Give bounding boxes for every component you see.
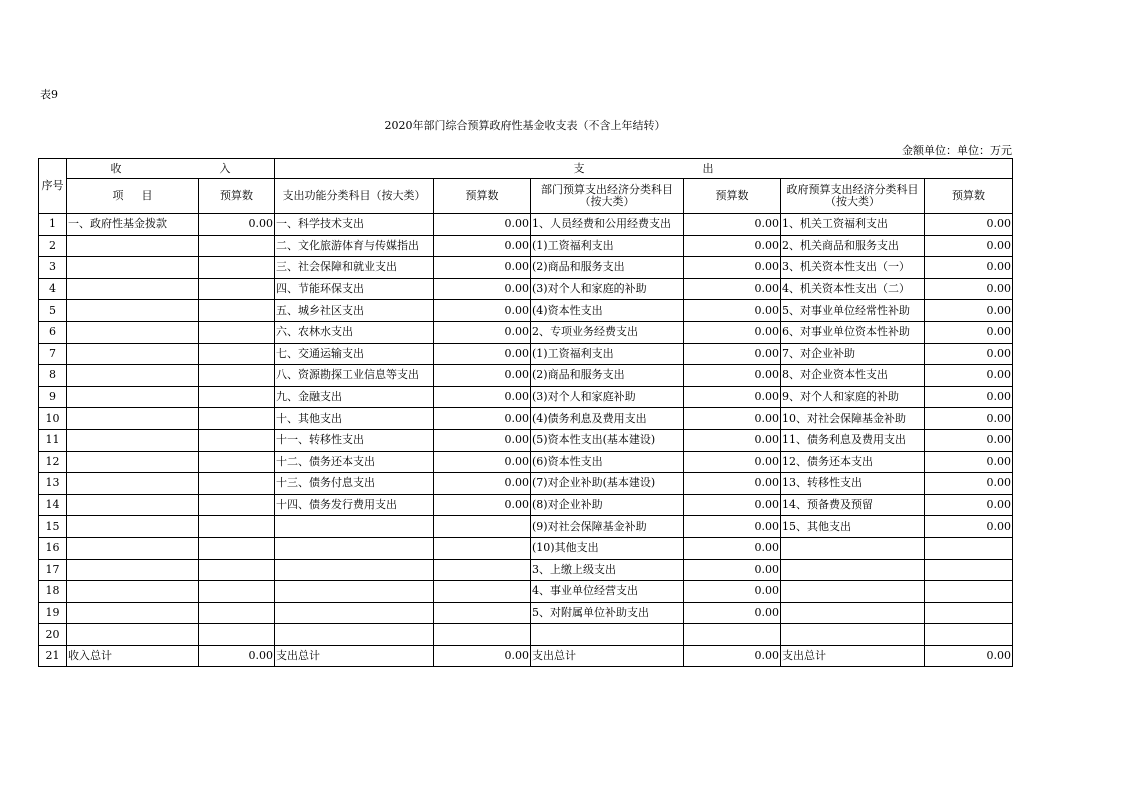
income-amount <box>199 429 275 451</box>
row-seq: 9 <box>39 386 67 408</box>
income-item <box>67 321 199 343</box>
income-amount <box>199 300 275 322</box>
func-amount: 0.00 <box>434 214 531 236</box>
gov-amount: 0.00 <box>925 321 1013 343</box>
func-amount <box>434 581 531 603</box>
income-item <box>67 494 199 516</box>
income-amount: 0.00 <box>199 214 275 236</box>
gov-amount <box>925 624 1013 646</box>
income-item <box>67 559 199 581</box>
income-item <box>67 473 199 495</box>
dept-econ-item: (1)工资福利支出 <box>531 235 684 257</box>
dept-amount: 0.00 <box>684 516 781 538</box>
func-item: 六、农林水支出 <box>275 321 434 343</box>
income-amount <box>199 408 275 430</box>
gov-econ-item: 3、机关资本性支出（一） <box>781 257 925 279</box>
gov-econ-item: 10、对社会保障基金补助 <box>781 408 925 430</box>
dept-amount: 0.00 <box>684 645 781 667</box>
func-amount: 0.00 <box>434 386 531 408</box>
dept-econ-item: (1)工资福利支出 <box>531 343 684 365</box>
income-amount <box>199 235 275 257</box>
income-amount <box>199 451 275 473</box>
gov-amount: 0.00 <box>925 278 1013 300</box>
table-row <box>39 516 1013 538</box>
table-row <box>39 278 1013 300</box>
table-row <box>39 494 1013 516</box>
row-seq: 19 <box>39 602 67 624</box>
income-amount <box>199 473 275 495</box>
income-item <box>67 624 199 646</box>
income-item <box>67 451 199 473</box>
income-amount <box>199 386 275 408</box>
func-amount: 0.00 <box>434 300 531 322</box>
gov-econ-item: 2、机关商品和服务支出 <box>781 235 925 257</box>
table-row <box>39 537 1013 559</box>
table-row <box>39 429 1013 451</box>
dept-econ-item: (7)对企业补助(基本建设) <box>531 473 684 495</box>
gov-amount: 0.00 <box>925 343 1013 365</box>
table-row <box>39 365 1013 387</box>
header-income-budget: 预算数 <box>199 179 275 214</box>
income-item <box>67 300 199 322</box>
table-row <box>39 473 1013 495</box>
row-seq: 5 <box>39 300 67 322</box>
gov-econ-item <box>781 581 925 603</box>
table-row <box>39 214 1013 236</box>
gov-econ-item <box>781 537 925 559</box>
gov-econ-item: 12、债务还本支出 <box>781 451 925 473</box>
gov-econ-item: 1、机关工资福利支出 <box>781 214 925 236</box>
income-item <box>67 386 199 408</box>
dept-econ-item: 2、专项业务经费支出 <box>531 321 684 343</box>
income-item <box>67 516 199 538</box>
header-func-class: 支出功能分类科目（按大类） <box>275 179 434 214</box>
gov-amount: 0.00 <box>925 386 1013 408</box>
dept-econ-item: (10)其他支出 <box>531 537 684 559</box>
income-amount <box>199 602 275 624</box>
gov-amount <box>925 559 1013 581</box>
income-amount <box>199 365 275 387</box>
func-amount: 0.00 <box>434 451 531 473</box>
func-item <box>275 537 434 559</box>
row-seq: 1 <box>39 214 67 236</box>
dept-amount <box>684 624 781 646</box>
dept-econ-item: (9)对社会保障基金补助 <box>531 516 684 538</box>
func-item: 支出总计 <box>275 645 434 667</box>
func-amount <box>434 624 531 646</box>
func-amount: 0.00 <box>434 343 531 365</box>
table-row <box>39 235 1013 257</box>
dept-amount: 0.00 <box>684 537 781 559</box>
income-item <box>67 429 199 451</box>
table-row <box>39 451 1013 473</box>
table-row <box>39 343 1013 365</box>
dept-econ-item: 1、人员经费和公用经费支出 <box>531 214 684 236</box>
income-amount: 0.00 <box>199 645 275 667</box>
row-seq: 13 <box>39 473 67 495</box>
header-income-group-label: 收 入 <box>110 161 231 175</box>
table-row <box>39 408 1013 430</box>
gov-amount <box>925 581 1013 603</box>
func-amount: 0.00 <box>434 235 531 257</box>
func-amount: 0.00 <box>434 365 531 387</box>
func-item: 十二、债务还本支出 <box>275 451 434 473</box>
row-seq: 20 <box>39 624 67 646</box>
row-seq: 2 <box>39 235 67 257</box>
gov-econ-item: 11、债务利息及费用支出 <box>781 429 925 451</box>
row-seq: 3 <box>39 257 67 279</box>
dept-econ-item: (2)商品和服务支出 <box>531 365 684 387</box>
page-title: 2020年部门综合预算政府性基金收支表（不含上年结转） <box>384 119 666 132</box>
dept-amount: 0.00 <box>684 235 781 257</box>
income-amount <box>199 537 275 559</box>
func-item <box>275 602 434 624</box>
dept-amount: 0.00 <box>684 602 781 624</box>
gov-econ-item: 5、对事业单位经常性补助 <box>781 300 925 322</box>
income-amount <box>199 624 275 646</box>
dept-amount: 0.00 <box>684 386 781 408</box>
dept-amount: 0.00 <box>684 257 781 279</box>
gov-econ-item: 4、机关资本性支出（二） <box>781 278 925 300</box>
income-amount <box>199 581 275 603</box>
func-amount: 0.00 <box>434 278 531 300</box>
row-seq: 4 <box>39 278 67 300</box>
budget-table <box>38 158 1013 667</box>
func-amount <box>434 559 531 581</box>
dept-amount: 0.00 <box>684 494 781 516</box>
header-dept-budget: 预算数 <box>684 179 781 214</box>
func-item: 五、城乡社区支出 <box>275 300 434 322</box>
table-row <box>39 624 1013 646</box>
dept-econ-item: (2)商品和服务支出 <box>531 257 684 279</box>
func-item: 三、社会保障和就业支出 <box>275 257 434 279</box>
row-seq: 10 <box>39 408 67 430</box>
dept-amount: 0.00 <box>684 581 781 603</box>
row-seq: 18 <box>39 581 67 603</box>
header-income-group <box>67 159 275 179</box>
income-item <box>67 602 199 624</box>
gov-econ-item: 13、转移性支出 <box>781 473 925 495</box>
header-gov-budget: 预算数 <box>925 179 1013 214</box>
dept-amount: 0.00 <box>684 429 781 451</box>
table-row <box>39 300 1013 322</box>
gov-amount: 0.00 <box>925 408 1013 430</box>
gov-amount: 0.00 <box>925 365 1013 387</box>
header-expense-group <box>275 159 1013 179</box>
header-row-group <box>39 159 1013 179</box>
dept-econ-item: (3)对个人和家庭补助 <box>531 386 684 408</box>
table-row <box>39 386 1013 408</box>
dept-amount: 0.00 <box>684 300 781 322</box>
dept-econ-item <box>531 624 684 646</box>
table-row <box>39 257 1013 279</box>
dept-amount: 0.00 <box>684 559 781 581</box>
func-item: 二、文化旅游体育与传媒指出 <box>275 235 434 257</box>
gov-amount: 0.00 <box>925 235 1013 257</box>
row-seq: 12 <box>39 451 67 473</box>
gov-amount: 0.00 <box>925 300 1013 322</box>
header-func-budget: 预算数 <box>434 179 531 214</box>
func-amount: 0.00 <box>434 321 531 343</box>
income-amount <box>199 343 275 365</box>
gov-econ-item <box>781 602 925 624</box>
unit-note: 金额单位：单位：万元 <box>902 144 1012 157</box>
dept-econ-item: (6)资本性支出 <box>531 451 684 473</box>
gov-econ-item: 支出总计 <box>781 645 925 667</box>
func-item: 八、资源勘探工业信息等支出 <box>275 365 434 387</box>
func-item: 十四、债务发行费用支出 <box>275 494 434 516</box>
dept-econ-item: (3)对个人和家庭的补助 <box>531 278 684 300</box>
header-expense-group-label: 支 出 <box>573 161 714 175</box>
gov-econ-item: 8、对企业资本性支出 <box>781 365 925 387</box>
income-item: 一、政府性基金拨款 <box>67 214 199 236</box>
table-row <box>39 559 1013 581</box>
gov-amount: 0.00 <box>925 473 1013 495</box>
income-item <box>67 537 199 559</box>
row-seq: 16 <box>39 537 67 559</box>
dept-amount: 0.00 <box>684 214 781 236</box>
row-seq: 11 <box>39 429 67 451</box>
dept-econ-item: 4、事业单位经营支出 <box>531 581 684 603</box>
dept-amount: 0.00 <box>684 321 781 343</box>
dept-econ-item: (8)对企业补助 <box>531 494 684 516</box>
func-amount: 0.00 <box>434 645 531 667</box>
dept-amount: 0.00 <box>684 343 781 365</box>
func-amount: 0.00 <box>434 257 531 279</box>
dept-econ-item: (4)资本性支出 <box>531 300 684 322</box>
header-gov-econ-class: 政府预算支出经济分类科目（按大类） <box>781 179 925 214</box>
table-row <box>39 581 1013 603</box>
row-seq: 21 <box>39 645 67 667</box>
gov-econ-item: 9、对个人和家庭的补助 <box>781 386 925 408</box>
dept-econ-item: (4)债务利息及费用支出 <box>531 408 684 430</box>
gov-econ-item: 15、其他支出 <box>781 516 925 538</box>
gov-econ-item: 14、预备费及预留 <box>781 494 925 516</box>
func-item: 七、交通运输支出 <box>275 343 434 365</box>
income-amount <box>199 321 275 343</box>
gov-amount: 0.00 <box>925 645 1013 667</box>
header-item-label: 项 目 <box>112 189 153 202</box>
dept-amount: 0.00 <box>684 408 781 430</box>
table-body <box>39 214 1013 667</box>
income-item <box>67 581 199 603</box>
row-seq: 14 <box>39 494 67 516</box>
header-seq: 序号 <box>39 159 67 214</box>
gov-econ-item <box>781 624 925 646</box>
row-seq: 15 <box>39 516 67 538</box>
func-amount: 0.00 <box>434 494 531 516</box>
func-amount <box>434 602 531 624</box>
func-amount: 0.00 <box>434 429 531 451</box>
row-seq: 7 <box>39 343 67 365</box>
dept-econ-item: 5、对附属单位补助支出 <box>531 602 684 624</box>
dept-amount: 0.00 <box>684 278 781 300</box>
income-amount <box>199 278 275 300</box>
header-dept-econ-class: 部门预算支出经济分类科目（按大类） <box>531 179 684 214</box>
gov-econ-item: 6、对事业单位资本性补助 <box>781 321 925 343</box>
table-number: 表9 <box>40 88 58 101</box>
gov-amount: 0.00 <box>925 214 1013 236</box>
func-item: 十三、债务付息支出 <box>275 473 434 495</box>
func-item: 十、其他支出 <box>275 408 434 430</box>
dept-econ-item: 支出总计 <box>531 645 684 667</box>
dept-econ-item: (5)资本性支出(基本建设) <box>531 429 684 451</box>
gov-amount: 0.00 <box>925 451 1013 473</box>
gov-amount: 0.00 <box>925 257 1013 279</box>
func-item <box>275 559 434 581</box>
gov-econ-item <box>781 559 925 581</box>
table-row <box>39 602 1013 624</box>
income-amount <box>199 257 275 279</box>
dept-econ-item: 3、上缴上级支出 <box>531 559 684 581</box>
gov-amount: 0.00 <box>925 516 1013 538</box>
gov-amount: 0.00 <box>925 494 1013 516</box>
income-item <box>67 257 199 279</box>
income-item <box>67 408 199 430</box>
func-amount: 0.00 <box>434 408 531 430</box>
income-amount <box>199 559 275 581</box>
dept-amount: 0.00 <box>684 473 781 495</box>
row-seq: 8 <box>39 365 67 387</box>
gov-amount <box>925 537 1013 559</box>
func-item <box>275 516 434 538</box>
func-item: 十一、转移性支出 <box>275 429 434 451</box>
header-row-columns <box>39 179 1013 214</box>
income-item <box>67 343 199 365</box>
func-item <box>275 581 434 603</box>
income-item <box>67 235 199 257</box>
func-item: 一、科学技术支出 <box>275 214 434 236</box>
row-seq: 6 <box>39 321 67 343</box>
row-seq: 17 <box>39 559 67 581</box>
income-item <box>67 278 199 300</box>
gov-amount: 0.00 <box>925 429 1013 451</box>
table-row <box>39 321 1013 343</box>
income-item: 收入总计 <box>67 645 199 667</box>
header-item <box>67 179 199 214</box>
gov-econ-item: 7、对企业补助 <box>781 343 925 365</box>
func-item: 四、节能环保支出 <box>275 278 434 300</box>
gov-amount <box>925 602 1013 624</box>
func-amount: 0.00 <box>434 473 531 495</box>
income-amount <box>199 494 275 516</box>
func-amount <box>434 516 531 538</box>
income-item <box>67 365 199 387</box>
dept-amount: 0.00 <box>684 451 781 473</box>
income-amount <box>199 516 275 538</box>
func-amount <box>434 537 531 559</box>
dept-amount: 0.00 <box>684 365 781 387</box>
func-item: 九、金融支出 <box>275 386 434 408</box>
func-item <box>275 624 434 646</box>
table-row <box>39 645 1013 667</box>
